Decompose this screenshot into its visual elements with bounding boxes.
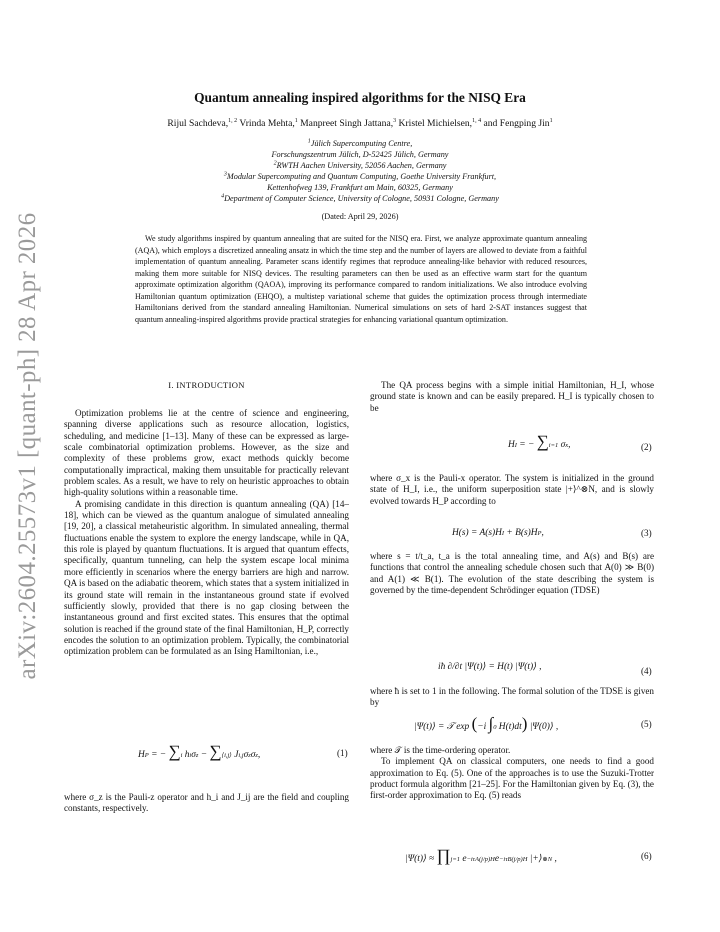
equation-5: |Ψ(t)⟩ = 𝒯 exp (−i ∫0 H(t)dt) |Ψ(0)⟩ , — [414, 714, 559, 733]
affiliation-line: Forschungszentrum Jülich, D-52425 Jülich, Germany — [271, 150, 449, 159]
author-name: Vrinda Mehta, — [239, 118, 295, 129]
affiliation-line: $^4$Department of Computer Science, University of Cologne, 50931 Cologne, Germany — [221, 193, 499, 203]
section-heading: I. INTRODUCTION — [168, 380, 245, 390]
paragraph: A promising candidate in this direction is quantum annealing (QA) [14–18], which can be viewed as the quantum analogue of simulated annealing [19, 20], a classical metaheuristic algorithm. In simulated annealing, thermal fluctuations enable the system to explore the energy landscape, while in QA, this role is played by quantum fluctuations. It is argued that quantum effects, specifically, quantum tunneling, can help the system escape local minima more efficiently in scenarios where the energy barriers are high and narrow. QA is based on the adiabatic theorem, which states that a system initialized in its ground state will remain in the instantaneous ground state if evolved sufficiently slowly, provided that there is no gap closing between the instantaneous ground and first excited states. This ensures that the optimal solution is reached if the ground state of the final Hamiltonian, H_P, correctly encodes the solution to an optimization problem. Typically, the combinatorial optimization problem can be formulated as an Ising Hamiltonian, i.e., — [64, 498, 349, 657]
paragraph: Optimization problems lie at the centre of science and engineering, spanning diverse applications such as resource allocation, logistics, scheduling, and medicine [1–13]. Many of these can be expressed as large-scale combinatorial optimization problems. However, as the size and complexity of these problems grow, exact methods quickly become computationally impractical, making them unsuitable for practically relevant problem scales. As a result, we have to rely on heuristic approaches to obtain high-quality solutions within a reasonable time. — [64, 408, 349, 498]
author-sup: 1 — [549, 117, 553, 124]
equation-number: (5) — [641, 719, 652, 729]
author-name: and Fengping Jin — [483, 118, 550, 129]
paper-title: Quantum annealing inspired algorithms for the NISQ Era — [194, 90, 526, 105]
author-sup: 1, 2 — [228, 117, 238, 124]
equation-3: H(s) = A(s)HI + B(s)HP, — [452, 528, 544, 538]
equation-4: iħ ∂/∂t |Ψ(t)⟩ = H(t) |Ψ(t)⟩ , — [438, 662, 542, 672]
equation-number: (1) — [337, 748, 348, 758]
affiliation-line: Kettenhofweg 139, Frankfurt am Main, 60325, Germany — [267, 183, 453, 192]
arxiv-sidebar-stamp — [6, 212, 50, 680]
equation-number: (6) — [641, 851, 652, 861]
paragraph: where ħ is set to 1 in the following. The formal solution of the TDSE is given by — [370, 686, 654, 708]
left-column-text — [64, 408, 349, 658]
author-name: Rijul Sachdeva, — [167, 118, 229, 129]
right-column-text — [370, 380, 654, 414]
right-column-text — [370, 686, 654, 709]
paragraph: The QA process begins with a simple initial Hamiltonian, H_I, whose ground state is known and can be easily prepared. H_I is typically chosen to be — [370, 380, 654, 413]
author-sup: 1 — [294, 117, 298, 124]
arxiv-id: arXiv:2604.25573v1 [quant-ph] 28 Apr 2026 — [14, 212, 41, 680]
right-column-text — [370, 473, 654, 507]
equation-2: HI = − ∑i=1 σx, — [508, 432, 571, 451]
paragraph: where 𝒯 is the time-ordering operator. — [370, 745, 511, 755]
equation-6: |Ψ(t)⟩ ≈ ∏j=1 e−iτA(j/p)He−iτB(j/p)H |+⟩⊗N , — [405, 846, 557, 865]
equation-number: (3) — [641, 528, 652, 538]
author-sup: 1, 4 — [472, 117, 482, 124]
equation-number: (2) — [641, 442, 652, 452]
equation-1: HP = − ∑i hiσz − ∑⟨i,j⟩ Ji,jσzσz, — [138, 742, 261, 761]
paragraph: where σ_z is the Pauli-z operator and h_i and J_ij are the field and coupling constants, respectively. — [64, 792, 349, 814]
author-list — [0, 118, 720, 129]
affiliation-line: $^1$Jülich Supercomputing Centre, — [307, 138, 413, 148]
right-column-text — [370, 551, 654, 596]
author-sup: 3 — [393, 117, 397, 124]
affiliation-line: $^2$RWTH Aachen University, 52056 Aachen, Germany — [273, 160, 447, 170]
paragraph: where s = t/t_a, t_a is the total annealing time, and A(s) and B(s) are functions that control the annealing schedule chosen such that A(0) ≫ B(0) and A(1) ≪ B(1). The evolution of the state describing the system is governed by the time-dependent Schrödinger equation (TDSE) — [370, 551, 654, 596]
paragraph: To implement QA on classical computers, one needs to find a good approximation to Eq. (5). One of the approaches is to use the Suzuki-Trotter product formula algorithm [21–25]. For the Hamiltonian given by Eq. (3), the first-order approximation to Eq. (5) reads — [370, 756, 654, 801]
abstract: We study algorithms inspired by quantum annealing that are suited for the NISQ era. First, we analyze approximate quantum annealing (AQA), which employs a discretized annealing ansatz in which the time step and the number of layers are allowed to deviate from a faithful implementation of quantum annealing. Parameter scans identify regimes that reproduce annealing-like behavior with reduced resources, making them more suitable for NISQ devices. The resulting parameters can then be used as an effective warm start for the quantum approximate optimization algorithm (QAOA), improving its performance compared to random initializations. We also introduce evolving Hamiltonian quantum optimization (EHQO), a multistep variational scheme that guides the optimization process through intermediate Hamiltonians derived from the standard annealing Hamiltonian. Numerical simulations on sets of hard 2-SAT instances suggest that quantum annealing-inspired algorithms provide practical strategies for enhancing variational quantum optimization. — [135, 234, 587, 324]
equation-number: (4) — [641, 666, 652, 676]
left-column-text — [64, 792, 349, 815]
dated-line: (Dated: April 29, 2026) — [321, 212, 399, 221]
affiliation-line: $^3$Modular Supercomputing and Quantum Computing, Goethe University Frankfurt, — [223, 171, 497, 181]
author-name: Manpreet Singh Jattana, — [300, 118, 394, 129]
right-column-text — [370, 745, 654, 802]
author-name: Kristel Michielsen, — [398, 118, 473, 129]
paragraph: where σ_x is the Pauli-x operator. The system is initialized in the ground state of H_I, i.e., the uniform superposition state |+⟩^⊗N, and is slowly evolved towards H_P according to — [370, 473, 654, 506]
